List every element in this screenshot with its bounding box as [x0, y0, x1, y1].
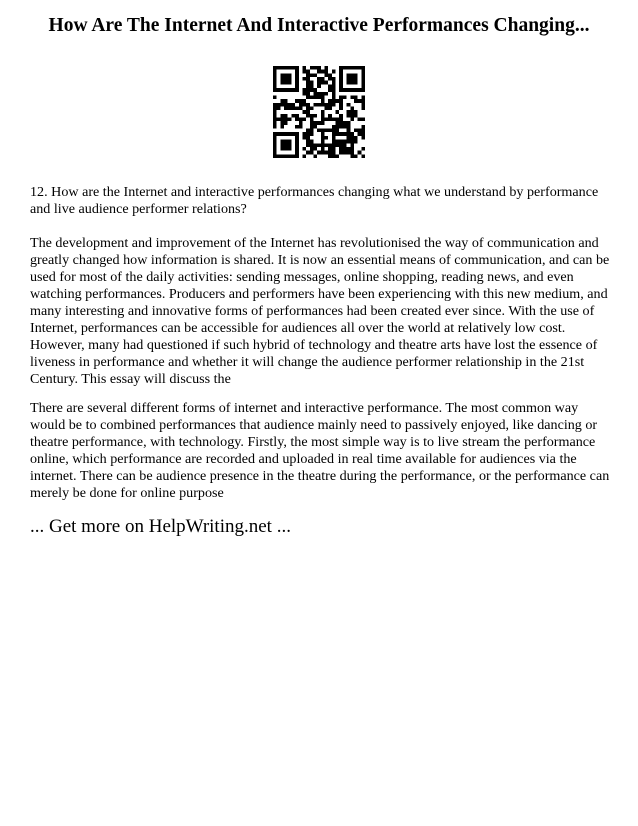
body-paragraph-1: The development and improvement of the Internet has revolutionised the way of communication and greatly changed how information is shared. It is now an essential means of communication, and can be used for most of the daily activities: sending messages, online shopping, reading news, and even watching performances. Producers and performers have been experiencing with this new medium, and many interesting and innovative forms of performances had been created ever since. With the use of Internet, performances can be accessible for audiences all over the world at relatively low cost. However, many had questioned if such hybrid of technology and theatre arts have lost the essence of liveness in performance and whether it will change the audience performer relationship in the 21st Century. This essay will discuss the: [30, 235, 610, 387]
body-paragraph-2: There are several different forms of internet and interactive performance. The most common way would be to combined performances that audience mainly need to passively enjoyed, like dancing or theatre performance, with technology. Firstly, the most simple way is to live stream the performance online, which performance are recorded and uploaded in real time available for audiences via the internet. There can be audience presence in the theatre during the performance, or the performance can merely be done for online purpose: [30, 400, 610, 501]
question-paragraph: 12. How are the Internet and interactive performances changing what we understand by performance and live audience performer relations?: [30, 184, 599, 217]
get-more-link[interactable]: ... Get more on HelpWriting.net ...: [30, 516, 291, 537]
page-title: How Are The Internet And Interactive Performances Changing...: [48, 15, 590, 36]
qr-code-icon: [273, 66, 365, 158]
